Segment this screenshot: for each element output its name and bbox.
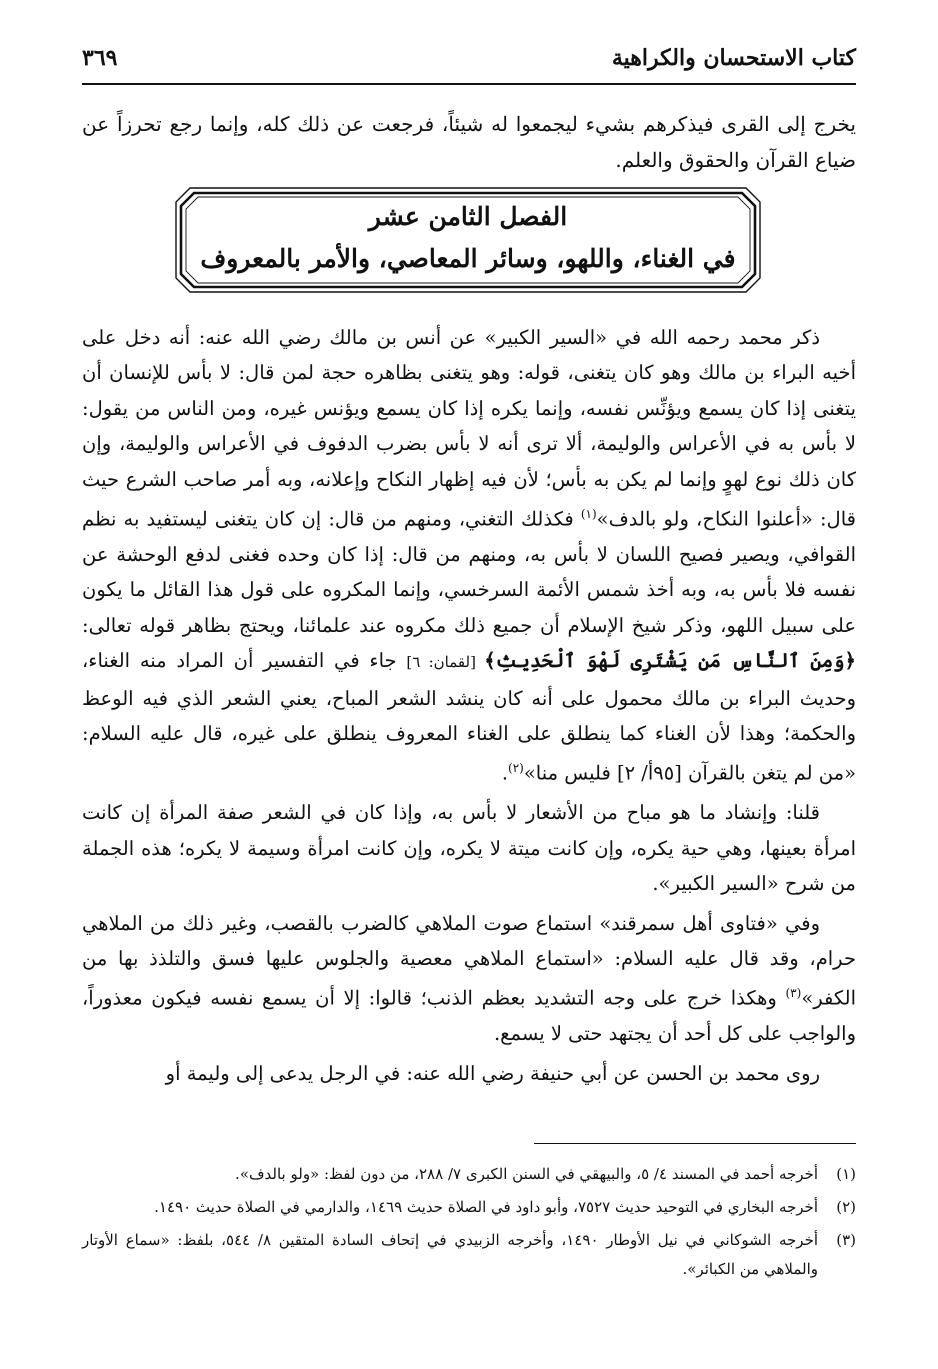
footnote-ref-2[interactable]: (٢) bbox=[508, 761, 524, 776]
paragraph-1: ذكر محمد رحمه الله في «السير الكبير» عن أنس بن مالك رضي الله عنه: أنه دخل على أخيه البراء بن مالك وهو كان يتغنى، قوله: وهو يتغنى بظاهره حجة لمن قال: لا بأس للإنسان أن يتغنى إذا كان يسمع ويؤنِّس نفسه، وإنما يكره إذا كان يسمع ويؤنس غيره، ومن الناس من يقول: لا بأس به في الأعراس والوليمة، ألا ترى أنه لا بأس بضرب الدفوف في الأعراس والوليمة، وإن كان ذلك نوع لهوٍ وإنما لم يكن به بأس؛ لأن فيه إظهار النكاح وإعلانه، وبه أمر صاحب الشرع حيث قال: «أعلنوا النكاح، ولو بالدف»$^{(١)}$ فكذلك التغني، ومنهم من قال: إن كان يتغنى ليستفيد به نظم القوافي، ويصير فصيح اللسان لا بأس به، ومنهم من قال: إذا كان وحده فغنى لدفع الوحشة عن نفسه فلا بأس به، وبه أخذ شمس الأئمة السرخسي، وإنما المكروه على قول هذا القائل ما يكون على سبيل اللهو، وذكر شيخ الإسلام أن جميع ذلك مكروه عند علمائنا، ويحتج بظاهر قوله تعالى: ﴿وَمِنَ ٱلنَّاسِ مَن يَشْتَرِى لَهْوَ ٱلْحَدِيثِ﴾ [لقمان: ٦] جاء في التفسير أن المراد منه الغناء، وحديث البراء بن مالك محمول على أنه كان ينشد الشعر المباح، يعني الشعر الذي فيه الوعظ والحكمة؛ وهذا لأن الغناء كما ينطلق على الغناء المعروف ينطلق على غيره، قال عليه السلام: «من لم يتغن بالقرآن [٩٥أ/ ٢] فليس منا»$^{(٢)}$. bbox=[82, 326, 856, 785]
verse-reference: [لقمان: ٦] bbox=[406, 653, 485, 672]
footnote-ref-1[interactable]: (١) bbox=[580, 507, 597, 522]
header-rule bbox=[82, 83, 856, 85]
footnote-1 bbox=[82, 1160, 856, 1189]
footnote-text: أخرجه الشوكاني في نيل الأوطار ١٤٩٠، وأخرجه الزبيدي في إتحاف السادة المتقين ٨/ ٥٤٤، بلفظ: «سماع الأوتار والملاهي من الكبائر». bbox=[82, 1231, 819, 1278]
page-number: ٣٦٩ bbox=[82, 45, 118, 71]
footnote-2 bbox=[82, 1193, 856, 1222]
footnote-text: أخرجه البخاري في التوحيد حديث ٧٥٢٧، وأبو داود في الصلاة حديث ١٤٦٩، والدارمي في الصلاة حديث ١٤٩٠. bbox=[154, 1198, 818, 1216]
paragraph-3: وفي «فتاوى أهل سمرقند» استماع صوت الملاهي كالضرب بالقصب، وغير ذلك من الملاهي حرام، وقد قال عليه السلام: «استماع الملاهي معصية والجلوس عليها فسق والتلذذ بها من الكفر»$^{(٣)}$ وهكذا خرج على وجه التشديد بعظم الذنب؛ قالوا: إلا أن يسمع نفسه فيكون معذوراً، والواجب على كل أحد أن يجتهد حتى لا يسمع. bbox=[82, 911, 856, 1046]
quran-verse: ﴿وَمِنَ ٱلنَّاسِ مَن يَشْتَرِى لَهْوَ ٱلْحَدِيثِ﴾ bbox=[484, 649, 856, 673]
footnote-number: (٣) bbox=[836, 1231, 856, 1249]
chapter-heading-box bbox=[172, 184, 764, 296]
footnote-text: أخرجه أحمد في المسند ٤/ ٥، والبيهقي في السنن الكبرى ٧/ ٢٨٨، من دون لفظ: «ولو بالدف». bbox=[235, 1165, 818, 1183]
running-header bbox=[82, 38, 856, 78]
chapter-number: الفصل الثامن عشر bbox=[368, 202, 568, 231]
intro-paragraph: يخرج إلى القرى فيذكرهم بشيء ليجمعوا له شيئاً، فرجعت عن ذلك كله، وإنما رجع تحرزاً عن ضياع القرآن والحقوق والعلم. bbox=[82, 112, 856, 172]
footnote-number: (١) bbox=[836, 1165, 856, 1183]
chapter-subject: في الغناء، واللهو، وسائر المعاصي، والأمر بالمعروف bbox=[200, 244, 736, 273]
footnote-separator bbox=[534, 1143, 856, 1144]
footnote-3 bbox=[82, 1226, 856, 1284]
footnote-number: (٢) bbox=[836, 1198, 856, 1216]
footnote-ref-3[interactable]: (٣) bbox=[785, 986, 802, 1001]
body-text bbox=[82, 320, 856, 1095]
paragraph-2: قلنا: وإنشاد ما هو مباح من الأشعار لا بأس به، وإذا كان في الشعر صفة المرأة إن كانت امرأة بعينها، وهي حية يكره، وإن كانت ميتة لا يكره، وإن كانت امرأة وسيمة لا يكره؛ هذه الجملة من شرح «السير الكبير». bbox=[82, 801, 856, 896]
paragraph-4: روى محمد بن الحسن عن أبي حنيفة رضي الله عنه: في الرجل يدعى إلى وليمة أو bbox=[165, 1061, 820, 1085]
running-title: كتاب الاستحسان والكراهية bbox=[611, 45, 856, 71]
footnotes bbox=[82, 1160, 856, 1288]
